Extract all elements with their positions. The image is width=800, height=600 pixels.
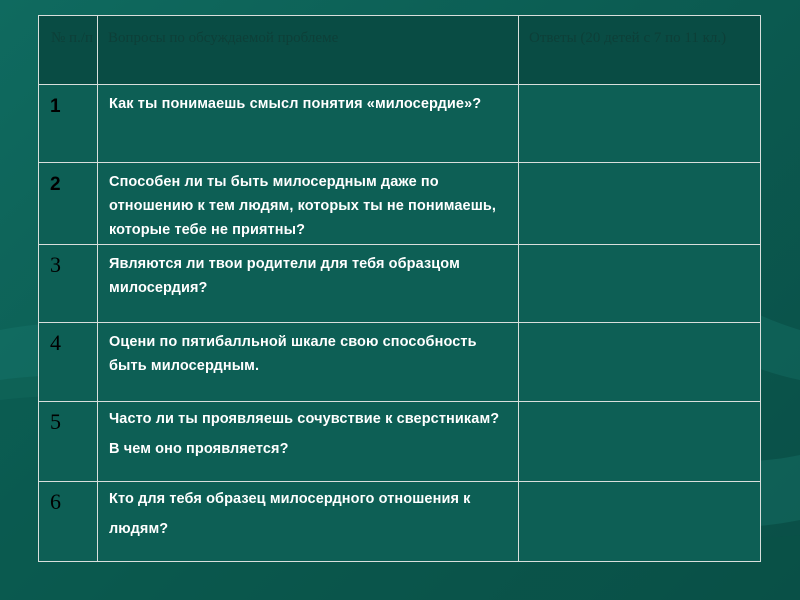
answer-cell[interactable]	[519, 482, 761, 562]
question-cell: Кто для тебя образец милосердного отношения к людям?	[98, 482, 519, 562]
answer-cell[interactable]	[519, 245, 761, 323]
row-number: 3	[39, 245, 98, 323]
header-answers: Ответы (20 детей с 7 по 11 кл.)	[519, 16, 761, 85]
header-question: Вопросы по обсуждаемой проблеме	[98, 16, 519, 85]
answer-cell[interactable]	[519, 163, 761, 245]
table-row	[39, 163, 761, 245]
row-number: 6	[39, 482, 98, 562]
table-header-row	[39, 16, 761, 85]
question-cell: Являются ли твои родители для тебя образцом милосердия?	[98, 245, 519, 323]
question-cell: Как ты понимаешь смысл понятия «милосердие»?	[98, 85, 519, 163]
table-row	[39, 482, 761, 562]
table-row	[39, 402, 761, 482]
table-row	[39, 245, 761, 323]
answer-cell[interactable]	[519, 402, 761, 482]
row-number: 2	[39, 163, 98, 245]
header-number: № п./п	[39, 16, 98, 85]
question-cell: Способен ли ты быть милосердным даже по отношению к тем людям, которых ты не понимаешь, которые тебе не приятны?	[98, 163, 519, 245]
question-cell: Оцени по пятибалльной шкале свою способность быть милосердным.	[98, 323, 519, 402]
answer-cell[interactable]	[519, 323, 761, 402]
row-number: 5	[39, 402, 98, 482]
row-number: 1	[39, 85, 98, 163]
question-cell: Часто ли ты проявляешь сочувствие к сверстникам? В чем оно проявляется?	[98, 402, 519, 482]
table-row	[39, 323, 761, 402]
table-row	[39, 85, 761, 163]
survey-table	[38, 15, 761, 562]
row-number: 4	[39, 323, 98, 402]
answer-cell[interactable]	[519, 85, 761, 163]
